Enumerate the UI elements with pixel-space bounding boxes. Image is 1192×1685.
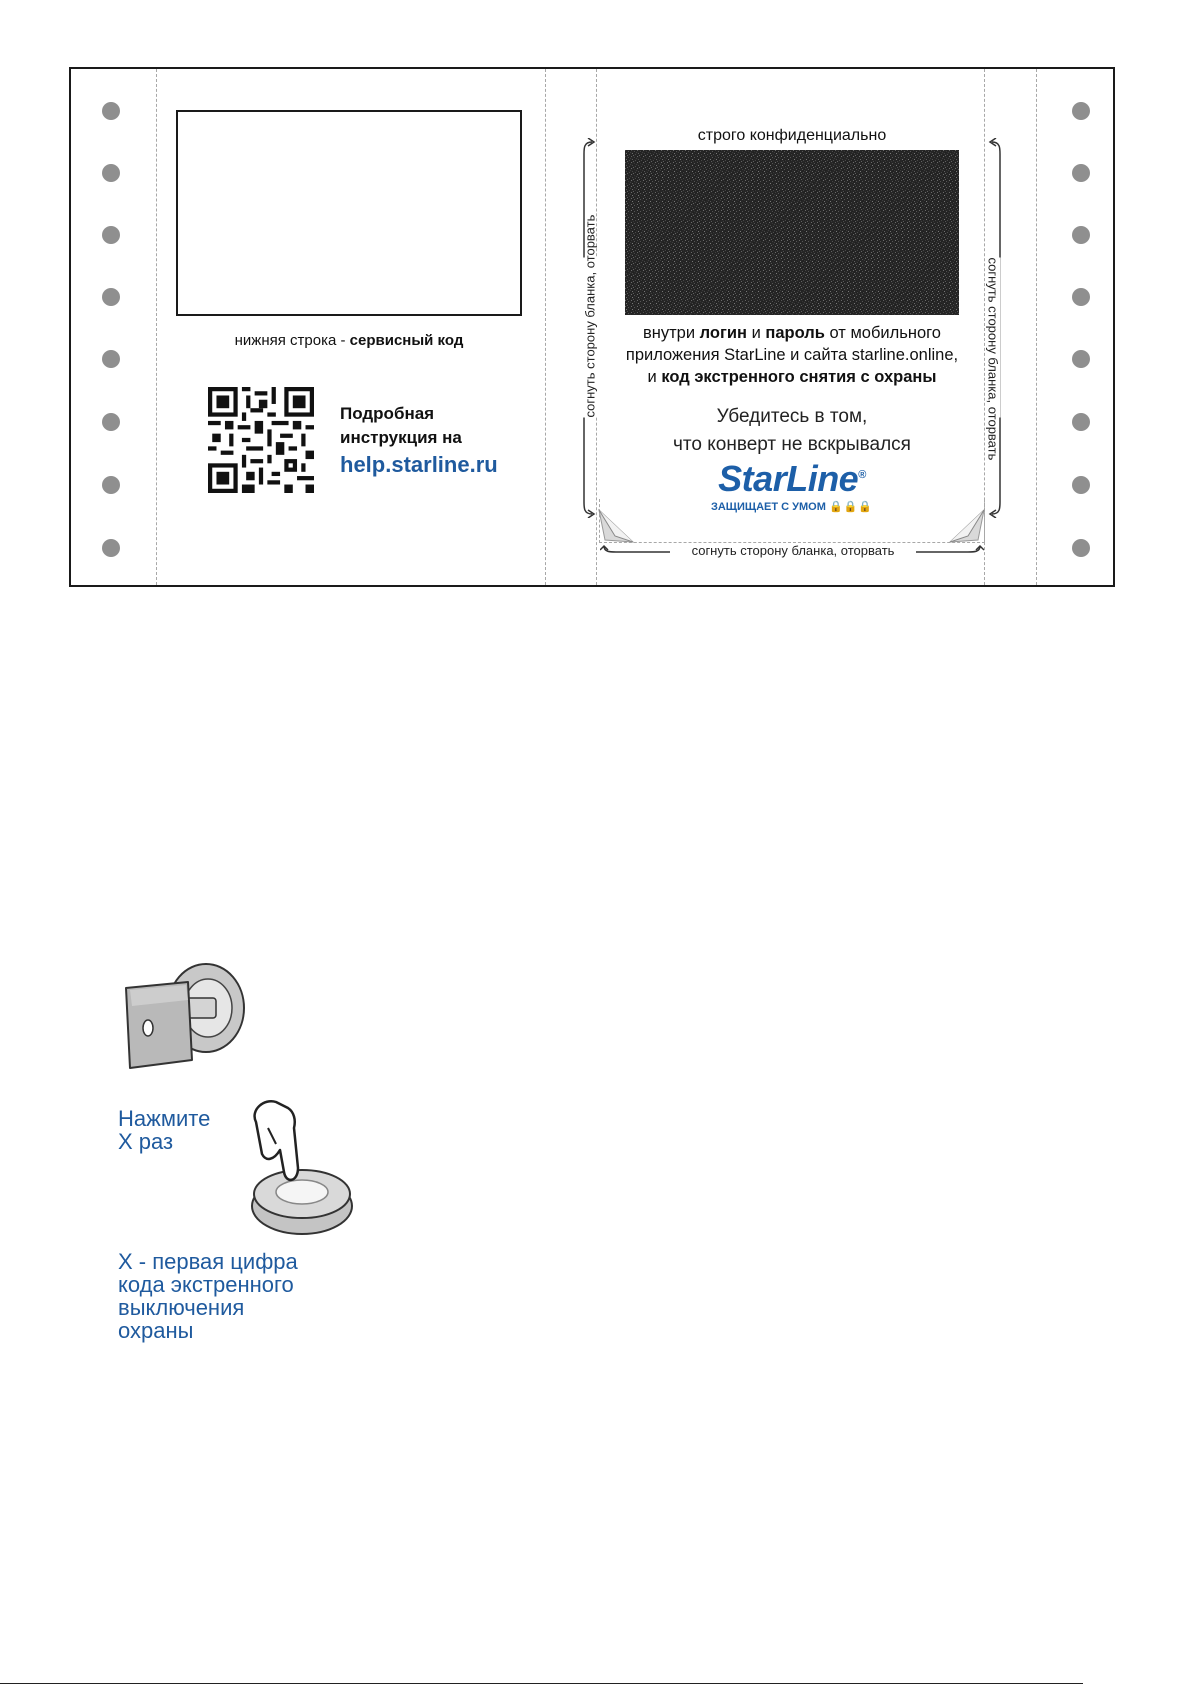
tractor-hole xyxy=(102,226,120,244)
qr-code xyxy=(208,387,314,493)
press-line: Нажмите xyxy=(118,1106,211,1131)
slogan-text: ЗАЩИЩАЕТ С УМОМ xyxy=(710,501,826,513)
tractor-hole xyxy=(102,164,120,182)
confidential-label: строго конфиденциально xyxy=(697,127,887,144)
envelope-check-text xyxy=(596,403,988,459)
tractor-hole xyxy=(102,102,120,120)
text: от мобильного xyxy=(824,324,941,342)
note-line: охраны xyxy=(118,1318,194,1343)
check-line: Убедитесь в том, xyxy=(716,406,868,427)
scratch-noise-area xyxy=(625,150,959,315)
tractor-hole xyxy=(1072,226,1090,244)
envelope-contents-text xyxy=(596,322,988,388)
lock-icon: 🔒🔒🔒 xyxy=(828,501,874,513)
instruction-block xyxy=(340,402,498,480)
tractor-hole xyxy=(1072,413,1090,431)
perforation-line-right xyxy=(1036,69,1037,585)
logo-text: StarLine xyxy=(718,458,859,499)
tractor-hole xyxy=(102,288,120,306)
contents-line: приложения StarLine и сайта starline.online, xyxy=(625,346,959,364)
perforation-line-left xyxy=(156,69,157,585)
tractor-hole xyxy=(1072,288,1090,306)
peel-corner-left-icon xyxy=(597,506,637,546)
text-bold: код экстренного снятия с охраны xyxy=(661,368,937,386)
tractor-hole xyxy=(1072,539,1090,557)
tractor-hole xyxy=(1072,164,1090,182)
tractor-hole xyxy=(102,413,120,431)
fold-label-right: согнуть сторону бланка, оторвать xyxy=(985,257,1001,461)
page-bottom-rule xyxy=(0,1683,1083,1684)
note-line: выключения xyxy=(118,1295,245,1320)
starline-logo xyxy=(596,458,988,500)
tractor-hole xyxy=(102,350,120,368)
tractor-hole xyxy=(1072,476,1090,494)
tractor-hole xyxy=(102,476,120,494)
note-line: X - первая цифра xyxy=(118,1249,298,1274)
press-instruction xyxy=(118,1107,210,1153)
tractor-hole xyxy=(102,539,120,557)
caption-bold: сервисный код xyxy=(349,332,464,349)
service-code-caption xyxy=(176,332,522,349)
text: и xyxy=(647,368,662,386)
envelope-fold-outline xyxy=(599,499,985,543)
registered-mark: ® xyxy=(858,469,866,481)
service-code-box xyxy=(176,110,522,316)
tractor-hole xyxy=(1072,350,1090,368)
caption-text: нижняя строка - xyxy=(234,332,350,349)
contents-line xyxy=(596,366,988,388)
note-line: кода экстренного xyxy=(118,1272,294,1297)
text-bold: логин xyxy=(699,324,747,342)
code-note xyxy=(118,1250,298,1342)
text-bold: пароль xyxy=(765,324,825,342)
check-line: что конверт не вскрывался xyxy=(673,434,911,455)
fold-line-1 xyxy=(545,69,546,585)
press-button-hand-icon xyxy=(246,1098,356,1238)
ignition-key-icon xyxy=(118,960,250,1078)
text: и xyxy=(747,324,766,342)
press-line: X раз xyxy=(118,1129,174,1154)
tractor-hole xyxy=(1072,102,1090,120)
text: внутри xyxy=(643,324,700,342)
peel-corner-right-icon xyxy=(946,506,986,546)
instruction-line: инструкция на xyxy=(340,428,462,447)
fold-label-left: согнуть сторону бланка, оторвать xyxy=(582,214,598,418)
contents-line xyxy=(596,322,988,344)
instruction-line: Подробная xyxy=(340,404,435,423)
fold-label-bottom: согнуть сторону бланка, оторвать xyxy=(670,543,916,558)
help-link[interactable]: help.starline.ru xyxy=(340,452,498,477)
